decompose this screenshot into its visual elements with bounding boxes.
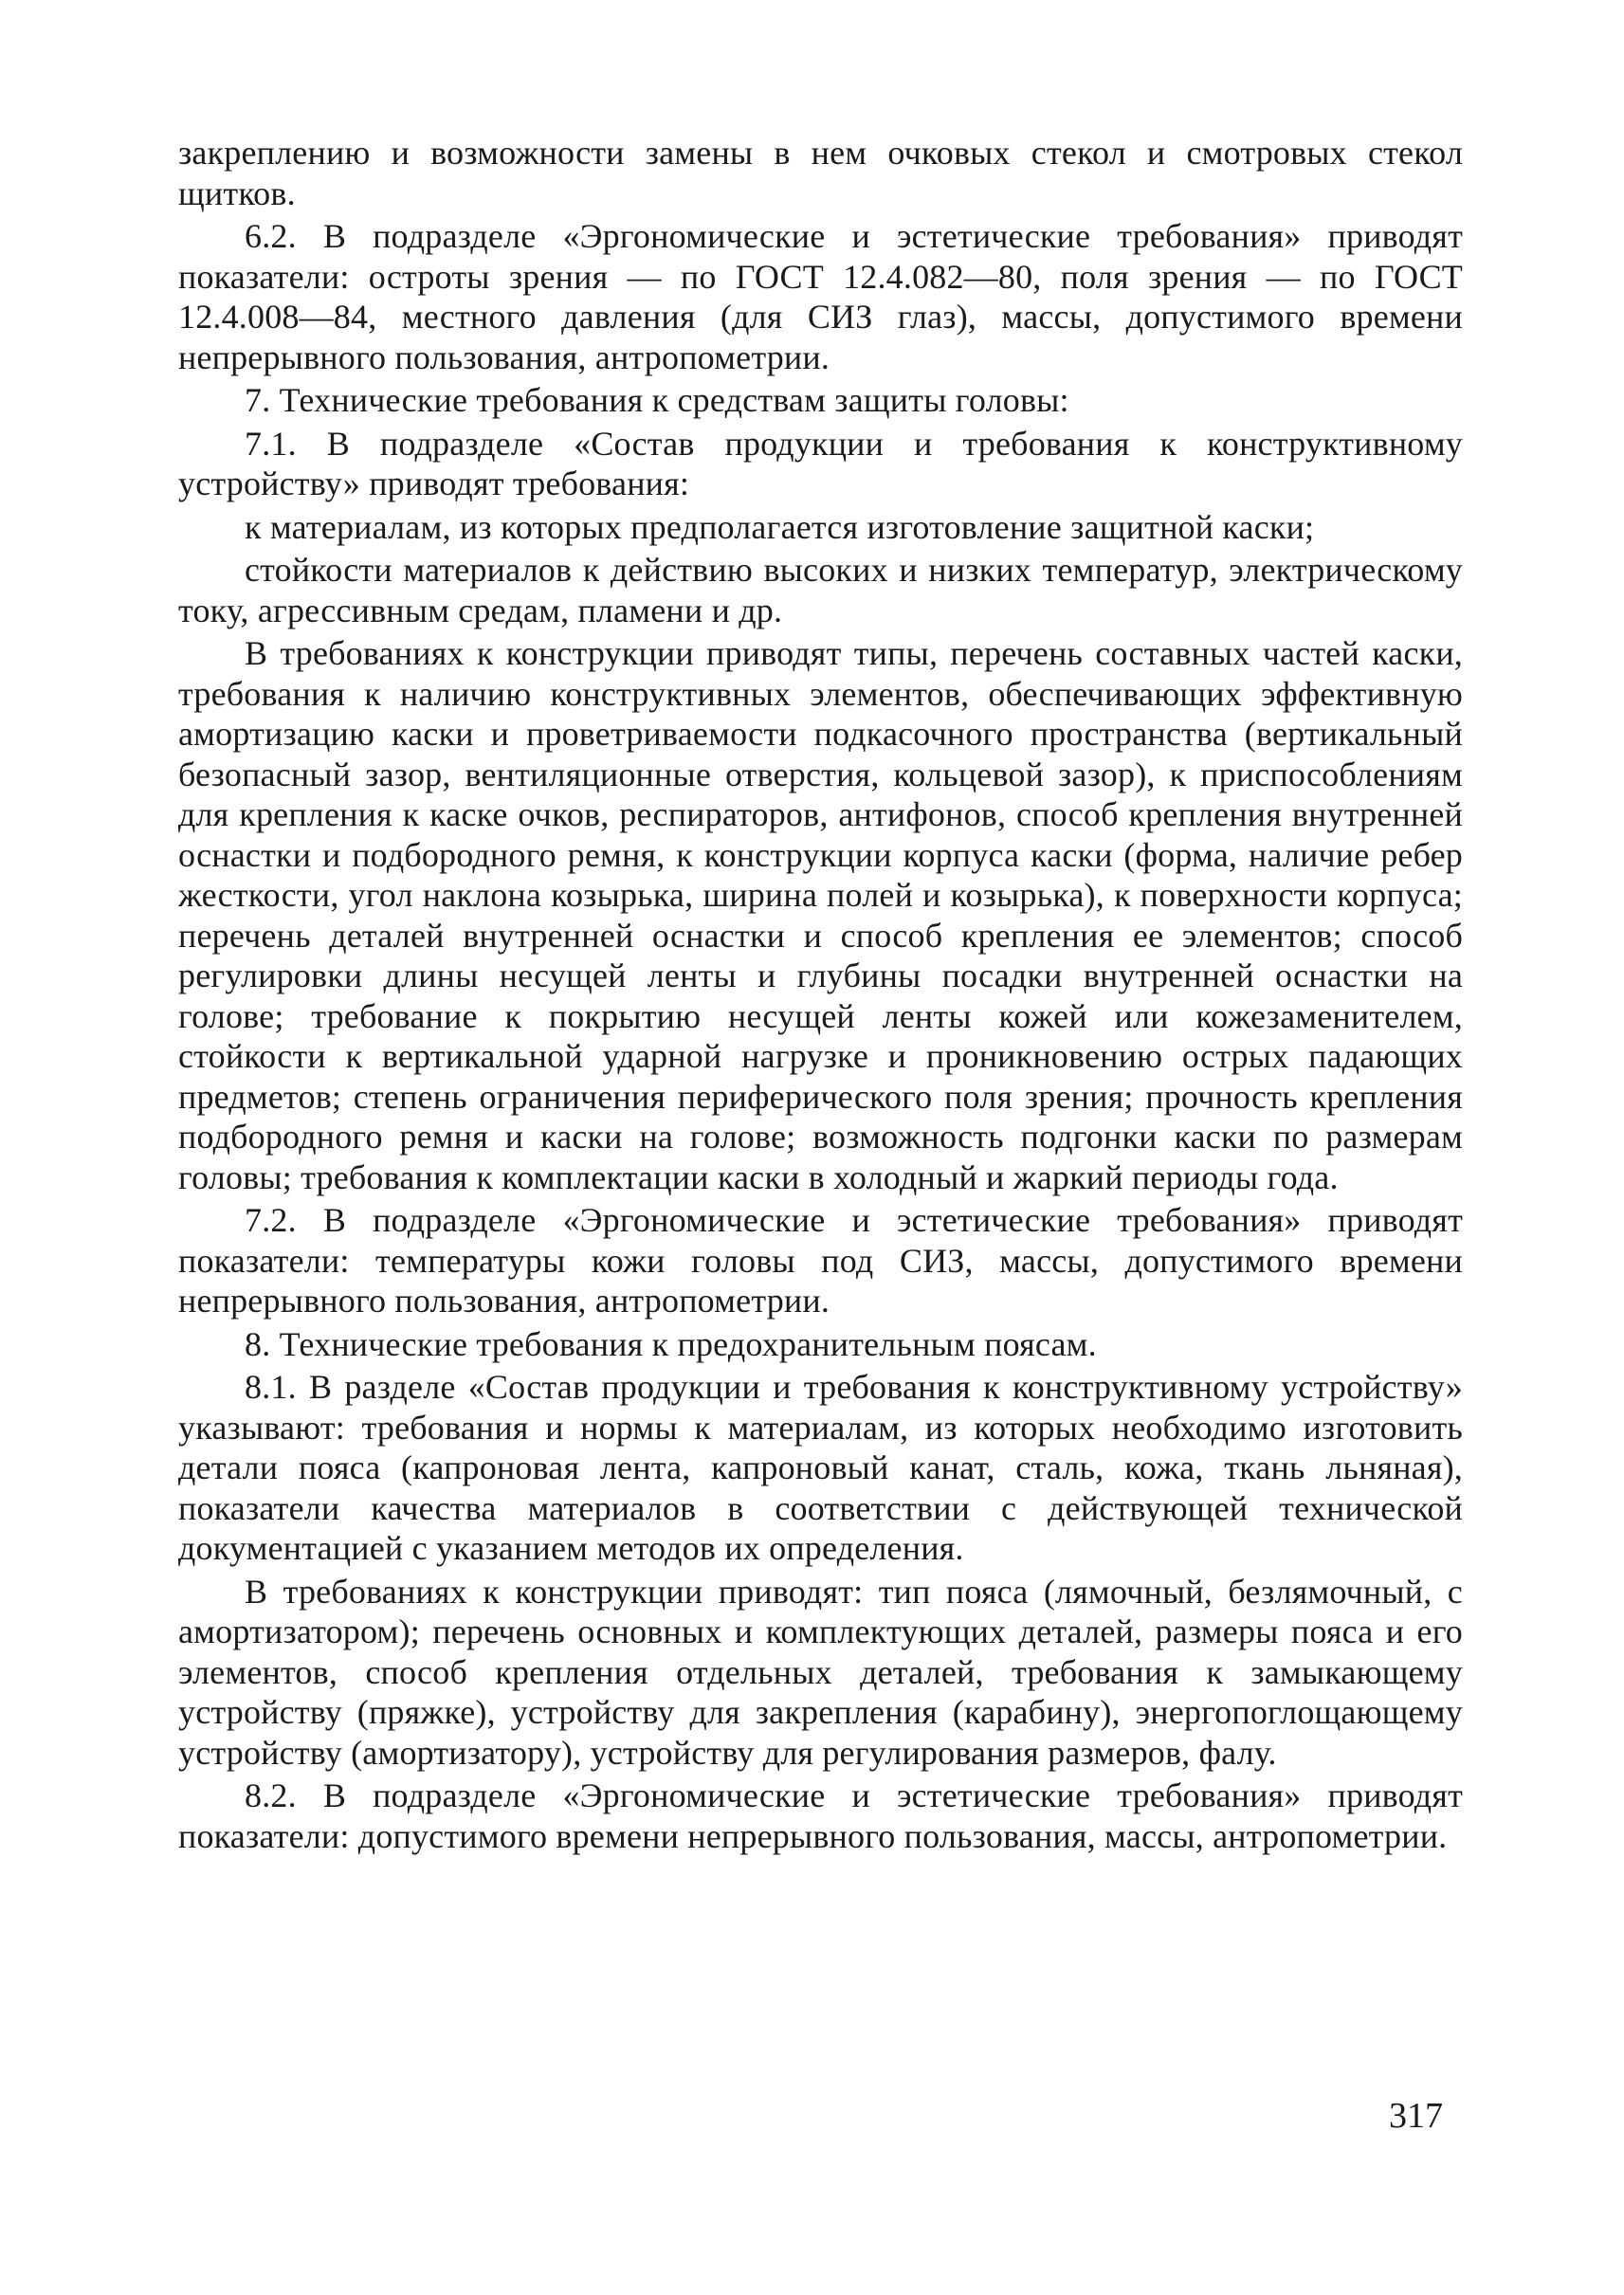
page-number: 317	[1389, 2096, 1443, 2136]
page-body	[178, 133, 1463, 1859]
heading-7: 7. Технические требования к средствам защиты головы:	[245, 381, 1069, 419]
paragraph-construction-requirements: В требованиях к конструкции приводят типы, перечень составных частей каски, требования к наличию конструктивных элементов, обеспечивающих эффективную амортизацию каски и проветриваемости подкасочного пространства (вертикальный безопасный зазор, вентиляционные отверстия, кольцевой зазор), к приспособлениям для крепления к каске очков, респираторов, антифонов, способ крепления внутренней оснастки и подбородного ремня, к конструкции корпуса каски (форма, наличие ребер жесткости, угол наклона козырька, ширина полей и козырька), к поверхности корпуса; перечень деталей внутренней оснастки и способ крепления ее элементов; способ регулировки длины несущей ленты и глубины посадки внутренней оснастки на голове; требование к покрытию несущей ленты кожей или кожезаменителем, стойкости к вертикальной ударной нагрузке и проникновению острых падающих предметов; степень ограничения периферического поля зрения; прочность крепления подбородного ремня и каски на голове; возможность подгонки каски по размерам головы; требования к комплектации каски в холодный и жаркий периоды года.	[178, 634, 1463, 1196]
list-item-resistance: стойкости материалов к действию высоких и низких температур, электрическому току, агрессивным средам, пламени и др.	[178, 551, 1463, 629]
paragraph-7-2: 7.2. В подразделе «Эргономические и эстетические требования» приводят показатели: температуры кожи головы под СИЗ, массы, допустимого времени непрерывного пользования, антропометрии.	[178, 1201, 1463, 1320]
paragraph-8-2: 8.2. В подразделе «Эргономические и эстетические требования» приводят показатели: допустимого времени непрерывного пользования, массы, антропометрии.	[178, 1776, 1463, 1855]
heading-8: 8. Технические требования к предохранительным поясам.	[245, 1324, 1097, 1363]
paragraph-8-1: 8.1. В разделе «Состав продукции и требования к конструктивному устройству» указывают: требования и нормы к материалам, из которых необходимо изготовить детали пояса (капроновая лента, капроновый канат, сталь, кожа, ткань льняная), показатели качества материалов в соответствии с действующей технической документацией с указанием методов их определения.	[178, 1368, 1463, 1567]
list-item-materials: к материалам, из которых предполагается изготовление защитной каски;	[245, 507, 1315, 546]
paragraph-7-1: 7.1. В подразделе «Состав продукции и требования к конструктивному устройству» приводят требования:	[178, 424, 1463, 502]
paragraph-6-2: 6.2. В подразделе «Эргономические и эстетические требования» приводят показатели: остроты зрения — по ГОСТ 12.4.082—80, поля зрения — по ГОСТ 12.4.008—84, местного давления (для СИЗ глаз), массы, допустимого времени непрерывного пользования, антропометрии.	[178, 217, 1463, 376]
paragraph-belt-construction: В требованиях к конструкции приводят: тип пояса (лямочный, безлямочный, с амортизатором); перечень основных и комплектующих деталей, размеры пояса и его элементов, способ крепления отдельных деталей, требования к замыкающему устройству (пряжке), устройству для закрепления (карабину), энергопоглощающему устройству (амортизатору), устройству для регулирования размеров, фалу.	[178, 1572, 1463, 1772]
paragraph-continuation: закреплению и возможности замены в нем очковых стекол и смотровых стекол щитков.	[178, 134, 1463, 212]
